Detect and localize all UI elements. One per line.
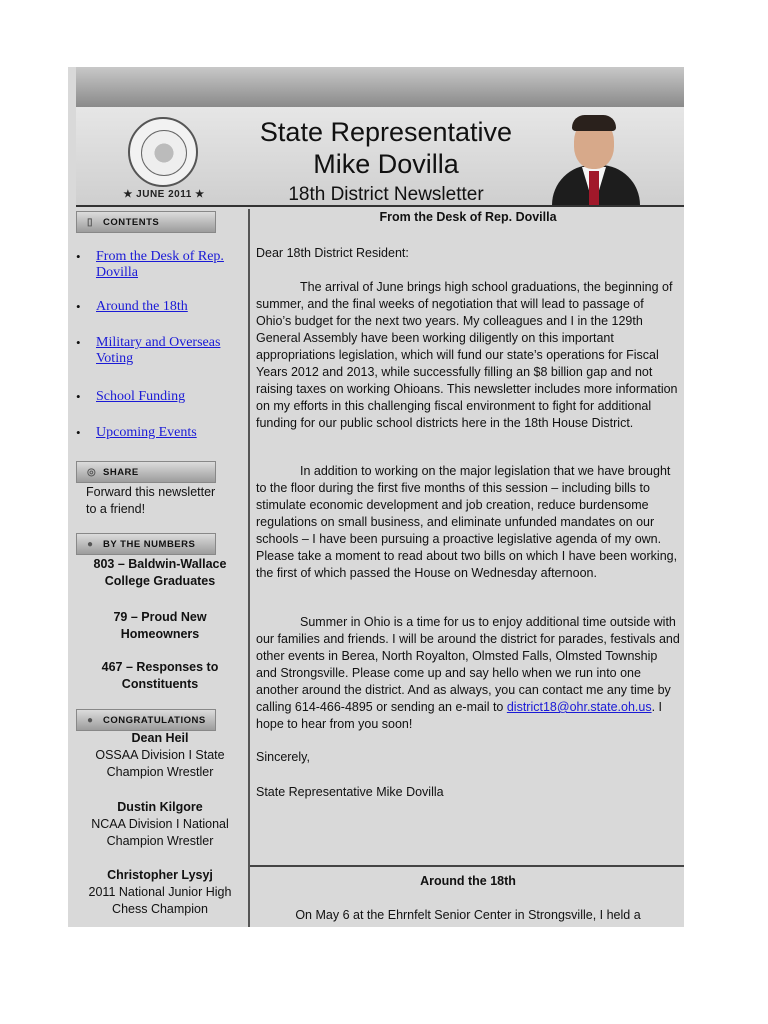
toc-link-desk[interactable]: From the Desk of Rep. Dovilla	[96, 249, 224, 280]
top-band	[76, 67, 684, 107]
greeting: Dear 18th District Resident:	[256, 246, 409, 260]
contents-bar: ▯ CONTENTS	[76, 211, 216, 233]
speech-bubble-icon: ●	[87, 715, 94, 726]
newsletter-header	[76, 107, 684, 207]
closing: Sincerely,	[256, 750, 310, 764]
section-heading-around: Around the 18th	[420, 874, 516, 888]
document-icon: ▯	[87, 217, 94, 228]
column-divider	[248, 209, 250, 927]
stat-item: 803 – Baldwin-Wallace College Graduates	[93, 557, 227, 588]
signature: State Representative Mike Dovilla	[256, 785, 444, 799]
header-title-line1: State Representative	[259, 117, 513, 147]
paragraph-1: The arrival of June brings high school graduations, the beginning of summer, and the final weeks of negotiation that will lead to passage of Ohio’s budget for the next two years. My colleagues and I in the 129th General Assembly have been working diligently on this important appropriations legislation, which will fund our state’s operations for Fiscal Years 2012 and 2013, while successfully filling an $8 billion gap and not raising taxes on working Ohioans. This newsletter includes more information on my efforts in this challenging fiscal environment to fight for additional funding for our public school districts here in the 18th House District.	[256, 280, 678, 430]
newsletter-page: ★ JUNE 2011 ★ State Representative Mike Dovilla 18th District Newsletter ▯ CONTENTS • From the Desk of Rep. Dovilla • Around the 18th • Military and Overseas Voting • School Funding • Upcoming Events ◎ SHARE Forward this newsletter to a friend! ● BY THE NUMBERS 803 – Baldwin-Wallace College Graduates 79 – Proud New Homeowners 467 – Responses to Constituents ● CONGRATULATIONS Dean Heil OSSAA Division I State Champion Wrestler Dustin Kilgore NCAA Division I National Champion Wrestler Christopher Lysyj 2011 National Junior High Chess Champion From the Desk of Rep. Dovilla Dear 18th District Resident: The arrival of June brings high school graduations, the beginning of summer, and the final weeks of negotiation that will lead to passage of Ohio’s budget for the next two years. My colleagues and I in the 129th General Assembly have been working diligently on this important appropriations legislation, which will fund our state’s operations for Fiscal Years 2012 and 2013, while successfully filling an $8 billion gap and not raising taxes on working Ohioans. This newsletter includes more information on my efforts in this challenging fiscal environment to fight for additional funding for our public school districts here in the 18th House District. In addition to working on the major legislation that we have brought to the floor during the first five months of this session – including bills to stimulate economic development and job creation, reduce burdensome regulations on small business, and eliminate unfunded mandates on our schools – I have been pursuing a proactive legislative agenda of my own. Please take a moment to read about two bills on which I have been working, the first of which passed the House on Wednesday afternoon. Summer in Ohio is a time for us to enjoy additional time outside with our families and friends. I will be around the district for parades, festivals and other events in Berea, North Royalton, Olmsted Falls, Olmsted Township and Strongsville. Please come up and say hello when we run into one another around the district. And as always, you can contact me any time by calling 614-466-4895 or sending an e-mail to district18@ohr.state.oh.us. I hope to hear from you soon! Sincerely, State Representative Mike Dovilla Around the 18th On May 6 at the Ehrnfelt Senior Center in Strongsville, I held a	[68, 67, 684, 927]
toc-link-school[interactable]: School Funding	[96, 389, 186, 404]
speech-bubble-icon: ●	[87, 539, 94, 550]
stat-item: 79 – Proud New Homeowners	[113, 610, 207, 641]
congrats-item: Christopher Lysyj 2011 National Junior High Chess Champion	[88, 868, 232, 916]
representative-photo	[544, 115, 644, 205]
paragraph-3: Summer in Ohio is a time for us to enjoy additional time outside with our families and friends. I will be around the district for parades, festivals and other events in Berea, North Royalton, Olmsted Falls, Olmsted Township and Strongsville. Please come up and say hello when we run into one another around the district. And as always, you can contact me any time by calling 614-466-4895 or sending an e-mail to district18@ohr.state.oh.us. I hope to hear from you soon!	[256, 615, 680, 731]
section-heading-desk: From the Desk of Rep. Dovilla	[379, 210, 557, 224]
congratulations-bar: ● CONGRATULATIONS	[76, 709, 216, 731]
congrats-item: Dean Heil OSSAA Division I State Champion Wrestler	[95, 731, 225, 779]
stat-item: 467 – Responses to Constituents	[101, 660, 219, 691]
congrats-item: Dustin Kilgore NCAA Division I National Champion Wrestler	[91, 800, 229, 848]
header-title-line3: 18th District Newsletter	[288, 184, 484, 205]
share-icon: ◎	[87, 467, 97, 478]
ohio-house-seal	[128, 117, 198, 187]
share-text: Forward this newsletter to a friend!	[86, 485, 216, 516]
toc-link-military[interactable]: Military and Overseas Voting	[96, 335, 221, 366]
toc-link-events[interactable]: Upcoming Events	[96, 425, 197, 440]
paragraph-2: In addition to working on the major legislation that we have brought to the floor during the first five months of this session – including bills to stimulate economic development and job creation, reduce burdensome regulations on small business, and eliminate unfunded mandates on our schools – I have been pursuing a proactive legislative agenda of my own. Please take a moment to read about two bills on which I have been working, the first of which passed the House on Wednesday afternoon.	[256, 464, 678, 580]
share-bar: ◎ SHARE	[76, 461, 216, 483]
numbers-bar: ● BY THE NUMBERS	[76, 533, 216, 555]
toc-link-around[interactable]: Around the 18th	[96, 299, 188, 314]
issue-date: ★ JUNE 2011 ★	[123, 189, 205, 200]
header-title-line2: Mike Dovilla	[313, 149, 459, 179]
section-separator	[250, 865, 684, 867]
email-link[interactable]: district18@ohr.state.oh.us	[506, 700, 652, 714]
around-text: On May 6 at the Ehrnfelt Senior Center in Strongsville, I held a	[295, 908, 641, 922]
